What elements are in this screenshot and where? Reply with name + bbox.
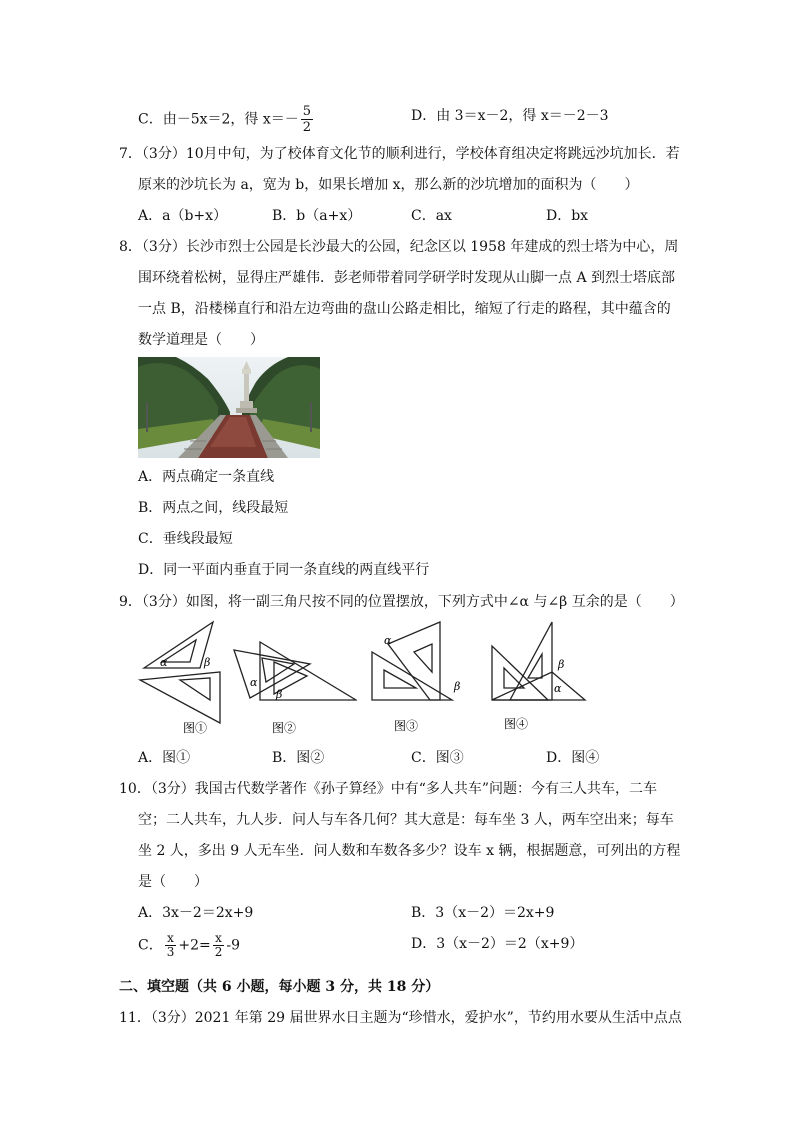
- fig4-alpha: α: [554, 682, 562, 695]
- q10-option-c: [138, 932, 240, 959]
- q10-c-f1-den: 3: [166, 945, 175, 959]
- figure-2: [232, 620, 357, 735]
- q10-option-c-mid: +2=: [178, 937, 211, 954]
- q8-line2: 围环绕着松树，显得庄严雄伟．彭老师带着同学研学时发现从山脚一点 A 到烈士塔底部: [138, 270, 676, 286]
- fig1-beta: β: [204, 656, 211, 669]
- fig3-label: 图③: [394, 719, 419, 733]
- q7-option-c: C．ax: [411, 208, 452, 224]
- figure-1: [138, 620, 228, 735]
- fig2-beta: β: [276, 688, 283, 701]
- fig3-beta: β: [454, 680, 461, 693]
- q10-option-c-suffix: -9: [226, 937, 241, 954]
- fig1-alpha: α: [160, 656, 168, 669]
- q8-option-a: A．两点确定一条直线: [138, 469, 275, 485]
- q8-line3: 一点 B，沿楼梯直行和沿左边弯曲的盘山公路走相比，缩短了行走的路程，其中蕴含的: [138, 301, 671, 317]
- q10-c-f1-num: x: [167, 931, 174, 945]
- q10-line1: 10．（3分）我国古代数学著作《孙子算经》中有“多人共车”问题：今有三人共车，二车: [119, 781, 658, 797]
- q10-option-c-fraction-2: [213, 932, 225, 959]
- q6-option-d: D．由 3＝x－2，得 x＝－2－3: [411, 108, 609, 124]
- q10-option-c-prefix: C．: [138, 937, 163, 954]
- q9-option-c: C．图③: [411, 750, 464, 766]
- q7-option-a: A．a（b+x）: [138, 208, 228, 224]
- q6-option-c-prefix: C．由－5x＝2，得 x＝－: [138, 111, 299, 128]
- q7-option-b: B．b（a+x）: [272, 208, 362, 224]
- q11-line1: 11．（3分）2021 年第 29 届世界水日主题为“珍惜水，爱护水”，节约用水要从生活中点点: [119, 1010, 682, 1026]
- fig4-beta: β: [558, 658, 565, 671]
- q6-option-c-denominator: 2: [302, 120, 312, 135]
- q8-option-c: C．垂线段最短: [138, 531, 233, 547]
- q10-line2: 空；二人共车，九人步．问人与车各几何？其大意是：每车坐 3 人，两车空出来；每车: [138, 812, 674, 828]
- fig3-alpha: α: [384, 634, 392, 647]
- q8-line4: 数学道理是（ ）: [138, 332, 264, 348]
- q7-option-d: D．bx: [546, 208, 589, 224]
- q10-option-c-fraction-1: [165, 932, 177, 959]
- q10-option-a: A．3x－2＝2x+9: [138, 905, 254, 921]
- q9-option-d: D．图④: [546, 750, 600, 766]
- q8-option-b: B．两点之间，线段最短: [138, 500, 289, 516]
- q10-line4: 是（ ）: [138, 874, 208, 890]
- q10-c-f2-den: 2: [214, 945, 223, 959]
- q9-option-b: B．图②: [272, 750, 325, 766]
- q8-option-d: D．同一平面内垂直于同一条直线的两直线平行: [138, 562, 430, 578]
- figure-3: [370, 620, 470, 735]
- q10-line3: 坐 2 人，多出 9 人无车坐．问人数和车数各多少？设车 x 辆，根据题意，可列出的方程: [138, 843, 681, 859]
- q8-line1: 8．（3分）长沙市烈士公园是长沙最大的公园，纪念区以 1958 年建成的烈士塔为中心，周: [119, 239, 679, 255]
- q10-option-d: D．3（x－2）＝2（x+9）: [411, 936, 584, 952]
- q6-option-c: [138, 104, 315, 135]
- q10-option-b: B．3（x－2）＝2x+9: [411, 905, 555, 921]
- q6-option-c-fraction: [301, 104, 313, 135]
- q10-c-f2-num: x: [215, 931, 222, 945]
- figure-4: [490, 620, 595, 735]
- q9-option-a: A．图①: [138, 750, 191, 766]
- q7-line2: 原来的沙坑长为 a，宽为 b，如果长增加 x，那么新的沙坑增加的面积为（ ）: [138, 177, 639, 193]
- fig2-label: 图②: [272, 721, 297, 735]
- fig2-alpha: α: [250, 676, 258, 689]
- q9-line1: 9．（3分）如图，将一副三角尺按不同的位置摆放，下列方式中∠α 与∠β 互余的是（ ）: [119, 594, 684, 610]
- q7-line1: 7．（3分）10月中旬，为了校体育文化节的顺利进行，学校体育组决定将跳远沙坑加长．若: [119, 146, 680, 162]
- memorial-tower-photo: [138, 357, 320, 458]
- q6-option-c-numerator: 5: [302, 104, 312, 119]
- section-2-title: 二、填空题（共 6 小题，每小题 3 分，共 18 分）: [119, 979, 440, 995]
- fig1-label: 图①: [183, 721, 208, 735]
- fig4-label: 图④: [504, 717, 529, 731]
